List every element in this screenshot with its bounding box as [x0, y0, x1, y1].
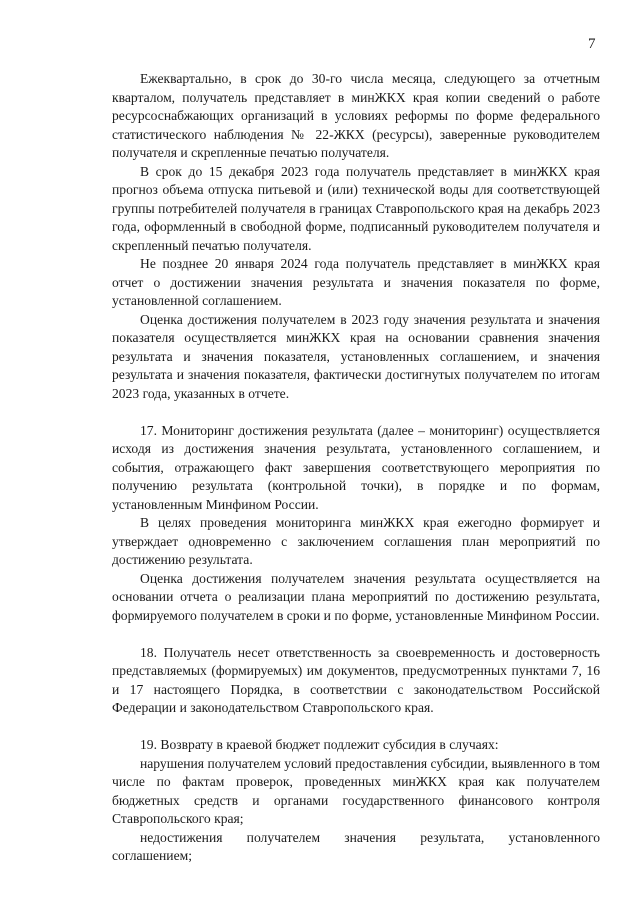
paragraph: Оценка достижения получателем значения результата осуществляется на основании отчета о реализации плана мероприятий по достижению результата, формируемого получателем в сроки и по форме, установленные Минфином России.	[112, 570, 600, 623]
paragraph: недостижения получателем значения результата, установленного соглашением;	[112, 829, 600, 863]
paragraph: В целях проведения мониторинга минЖКХ края ежегодно формирует и утверждает одновременно с заключением соглашения план мероприятий по достижению результата.	[112, 515, 600, 567]
paragraph: Ежеквартально, в срок до 30-го числа месяца, следующего за отчетным кварталом, получатель представляет в минЖКХ края копии сведений о работе ресурсоснабжающих организаций в условиях реформы по форме федерального статистического наблюдения № 22-ЖКХ (ресурсы), заверенные руководителем получателя и скрепленные печатью получателя.	[112, 71, 600, 160]
paragraph-section-17: 17. Мониторинг достижения результата (далее – мониторинг) осуществляется исходя из достижения значения результата, установленного соглашением, и события, отражающего факт завершения соответствующего мероприятия по получению результата (контрольной точки), в порядке и по формам, установленным Минфином России.	[112, 422, 600, 512]
paragraph-section-19: 19. Возврату в краевой бюджет подлежит субсидия в случаях:	[140, 737, 499, 752]
paragraph: нарушения получателем условий предоставления субсидии, выявленного в том числе по фактам проверок, проведенных минЖКХ края как получателем бюджетных средств и органами государственного финансового контроля Ставропольского края;	[112, 755, 600, 826]
paragraph: Не позднее 20 января 2024 года получатель представляет в минЖКХ края отчет о достижении значения результата и значения показателя по форме, установленной соглашением.	[112, 256, 600, 308]
paragraph: В срок до 15 декабря 2023 года получатель представляет в минЖКХ края прогноз объема отпуска питьевой и (или) технической воды для соответствующей группы потребителей получателя в границах Ставропольского края на декабрь 2023 года, оформленный в свободной форме, подписанный руководителем получателя и скрепленный печатью получателя.	[112, 163, 600, 253]
page-number: 7	[588, 36, 596, 52]
paragraph: Оценка достижения получателем в 2023 году значения результата и значения показателя осуществляется минЖКХ края на основании сравнения значения результата и значения показателя, установленных соглашением, и значения результата и значения показателя, фактически достигнутых получателем по итогам 2023 года, указанных в отчете.	[112, 311, 600, 401]
document-body	[112, 70, 600, 866]
paragraph-section-18: 18. Получатель несет ответственность за своевременность и достоверность представляемых (формируемых) им документов, предусмотренных пунктами 7, 16 и 17 настоящего Порядка, в соответствии с законодательством Российской Федерации и законодательством Ставропольского края.	[112, 644, 600, 715]
